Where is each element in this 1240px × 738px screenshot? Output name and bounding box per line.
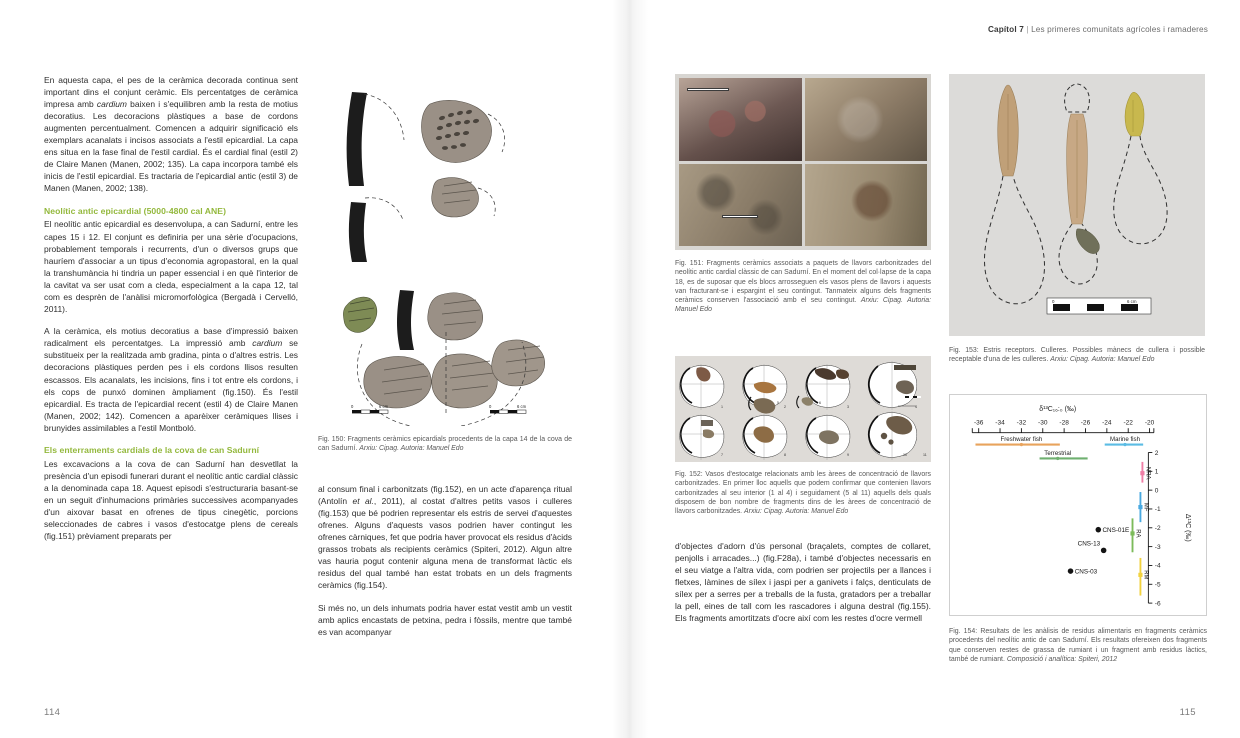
photo-grid [679,78,927,246]
paragraph: Si més no, un dels inhumats podria haver estat vestit amb un vestit amb aplics encastats de petxina, pedra i fòssils, mentre que també es van acompanyar [318,602,572,638]
photo-sherds-in-sediment-4 [805,164,928,247]
photo-sherds-in-sediment-2 [805,78,928,161]
caption-label: Fig. 150: [318,436,346,443]
fig153-scalebar [1047,298,1151,314]
caption-figure-154 [949,627,1207,664]
fig152-drawing [675,356,931,462]
svg-text:7: 7 [721,453,723,457]
paragraph: al consum final i carbonitzats (fig.152), en un acte d'aparença ritual (Antolín et al., 2011), al costat d'altres petits vasos i culleres (fig.153) que bé podrien representar els estris de servei d'aquestes ofrenes. Alguns d'aquests vasos podrien haver contingut les ofrenes càrniques, fet que podria haver provocat els residus d'àcids grassos trobats als recipients ceràmics (Spiteri, 2012). Algun altre vas hauria pogut contenir alguna mena de transformat làctic els residus del qual també han estat trobats en un dels fragments ceràmics (fig.154). [318,484,572,591]
fig150-drawing [318,74,572,426]
chart-range-label: Marine fish [1110,436,1140,444]
chart-point-label: CNS-13 [1077,540,1101,548]
photo-sherds-in-sediment-3 [679,164,802,247]
chart-point-label: CNS-03 [1074,568,1098,576]
chart-y-tick-label: 2 [1154,449,1159,457]
left-column-2 [318,483,572,638]
photo-sherds-in-sediment-1 [679,78,802,161]
fig152-scalebar [905,396,921,398]
svg-text:6: 6 [819,401,821,405]
svg-text:6 cm: 6 cm [1127,299,1137,304]
svg-text:2: 2 [784,405,786,409]
chart-y-tick-label: -2 [1154,525,1161,533]
scale-bar-icon [722,215,758,218]
chart-y-tick-label: 1 [1154,468,1159,476]
folio-right: 115 [1179,707,1196,718]
figure-154-isotope-chart [949,394,1207,616]
caption-text: Resultats de les anàlisis de residus alimentaris en fragments ceràmics procedents del neolític antic de can Sadurní. Els resultats ofereixen dos fragments que conserven restes de grassa de rumiant i un fragment amb residus làctics, també de rumiant. [949,628,1208,663]
caption-label: Fig. 153: [949,347,979,354]
svg-text:1: 1 [721,405,723,409]
svg-text:11: 11 [923,453,927,457]
chart-y-tick-label: -1 [1154,506,1161,514]
paragraph: El neolític antic epicardial es desenvolupa, a can Sadurní, entre les capes 15 i 12. El conjunt es definiria per una sèrie d'ocupacions, probablement temporals i recurrents, d'un o diversos grups que hauríem d'associar a un tipus d'economia agropastoral, en la qual la transhumància hi tindria un paper essencial i en què l'interior de la cavitat va ser usat com a cleda, especialment a la capa 12, tal com es desprèn de l'anàlisi micromorfològica (Bergadà i Cervelló, 2011). [44,219,298,314]
figure-150-ceramic-sherds [318,74,572,426]
chart-x-tick-label: -36 [973,419,984,427]
caption-figure-152 [675,470,931,516]
chart-point-label: CNS-01E [1102,527,1130,535]
chart-range-label: MF [1142,502,1149,512]
svg-text:6 cm: 6 cm [379,404,389,409]
caption-credit: Composició i analítica: Spiteri, 2012 [1006,655,1118,663]
caption-credit: Arxiu: Cipag. Autoria: Manuel Edo [675,297,931,314]
chart-y-tick-label: -6 [1154,600,1161,608]
running-head-chapter: Capítol 7 [987,25,1024,34]
right-column-1 [675,540,931,624]
chart-x-tick-label: -26 [1080,419,1091,427]
figure-152-storage-vessels [675,356,931,462]
running-head-title: Les primeres comunitats agrícoles i ramaderes [1031,25,1208,34]
caption-label: Fig. 152: [675,471,703,478]
caption-text: Fragments ceràmics associats a paquets de llavors carbonitzades del neolític antic cardial clàssic de can Sadurní. En el moment del col·lapse de la capa 18, es de suposar que els blocs arrosseguen els vasos plens de llavors i aquests van fracturant-se i espargint el seu contingut. Tanmateix alguns dels fragments ceràmics conserven l'associació amb el seu contingut. [675,260,932,305]
subheading-enterraments-cardials: Els enterraments cardials de la cova de can Sadurní [44,445,260,456]
paragraph: d'objectes d'adorn d'ús personal (braçalets, comptes de collaret, penjolls i arracades...) (fig.F28a), i també d'objectes necessaris en el seu viatge a l'altra vida, com podrien ser projectils per a llances i fletxes, làmines de sílex i jaspi per a ganivets i falçs, denticulats de sílex per a serres per a treballs de la fusta, gratadors per a treballar la pell, eines de tall com les rascadores i alguna destral (fig.155). Els fragments amortitzats d'ocre així com les restes d'ocre vermell [675,541,931,624]
caption-figure-151 [675,259,931,315]
paragraph: A la ceràmica, els motius decoratius a base d'impressió baixen radicalment els percentatges. La impressió amb cardium se substitueix per la realitzada amb gradina, pinta o d'altres estris. Les decoracions plàstiques perden pes i els cordons llisos resulten escassos. Els acanalats, les incisions, fins i tot entre els cordons, i els cops de punxó dominen àmpliament (fig.150). És l'estil epicardial. Es tracta de l'epicardial recent (estil 4) de Claire Manen (Manen, 2002; 142). Comencen a aparèixer ceràmiques llises i brunyides assimilables a l'estil Montboló. [44,326,298,433]
caption-figure-153 [949,346,1205,365]
caption-credit: Arxiu: Cipag. Autoria: Manuel Edo [359,445,464,453]
paragraph: En aquesta capa, el pes de la ceràmica decorada continua sent important dins el conjunt ceràmic. Els percentatges de ceràmica impresa amb cardium baixen i s'equilibren amb la resta de motius decoratius. Les decoracions plàstiques a base de cordons augmenten percentualment. Comencen a adquirir significació els exemplars acanalats i incisos associats a l'estil epicardial. La capa ens situa en la fase final de l'estil cardial. És el cardial final (estil 2) de Claire Manen (Manen, 2002; 135). La capa incorpora també els inicis de l'estil epicardial. Es tractaria de l'epicardial antic (estil 3) de Manen (Manen, 2002; 138). [44,75,298,194]
svg-text:5: 5 [777,401,779,405]
caption-text: Estris receptors. Culleres. Possibles mànecs de cullera i possible receptable d'una de les culleres. [949,347,1206,364]
chart-x-tick-label: -24 [1102,419,1112,427]
chart-range-label: RA [1134,529,1141,538]
caption-figure-150 [318,435,572,454]
svg-text:3: 3 [847,405,849,409]
chart-canvas [950,395,1206,615]
folio-left: 114 [44,707,61,718]
caption-text: Fragments ceràmics epicardials procedents de la capa 14 de la cova de can Sadurní. [318,436,572,453]
svg-text:10: 10 [903,453,907,457]
chart-y-tick-label: -4 [1154,562,1161,570]
chart-x-tick-label: -28 [1059,419,1069,427]
chart-y-tick-label: -5 [1154,581,1161,589]
svg-text:8: 8 [784,453,786,457]
fig153-drawing [949,74,1205,336]
chart-range-label: Freshwater fish [1000,436,1043,444]
svg-text:0: 0 [489,404,492,409]
chart-x-tick-label: -30 [1038,419,1048,427]
svg-text:0: 0 [351,404,354,409]
caption-text: Vasos d'estocatge relacionats amb les àrees de concentració de llavors carbonitzades. En primer lloc aquells que podem confirmar que contenien llavors carbonitzades al seu interior (1 al 4) i seguidament (5 al 11) aquells dels quals disposem de bon nombre de fragments dins de les àrees de concentració de llavors carbonitzades. [675,471,931,516]
caption-credit: Arxiu: Cipag. Autoria: Manuel Edo [1050,356,1155,364]
svg-text:0: 0 [1052,299,1055,304]
svg-text:6 cm: 6 cm [517,404,527,409]
chart-x-tick-label: -22 [1123,419,1133,427]
chart-x-tick-label: -20 [1144,419,1155,427]
chart-x-tick-label: -34 [995,419,1005,427]
chart-y-axis-title: Δ¹³C (‰) [1184,513,1192,542]
figure-153-bone-spoons [949,74,1205,336]
chart-x-axis-title: δ¹³C₁₆:₀ (‰) [1039,405,1077,413]
caption-credit: Arxiu: Cipag. Autoria: Manuel Edo [744,508,849,516]
chart-range-label: RM [1142,570,1149,580]
running-head [988,25,1208,34]
scale-bar-icon [687,88,729,91]
figure-151-photo-grid [675,74,931,250]
chart-range-label: NRA [1144,466,1151,480]
subheading-neolitic-antic-epicardial: Neolític antic epicardial (5000-4800 cal ANE) [44,205,227,216]
chart-x-tick-label: -32 [1016,419,1027,427]
paragraph: Les excavacions a la cova de can Sadurní han desvetllat la presència d'un episodi funerari durant el neolític antic cardial clàssic a la denominada capa 18. Aquest episodi s'estructuraria basant-se en un seguit d'inhumacions primàries successives acompanyades d'un aixovar basat en ofrenes de tipus cinegètic, porcions seleccionades de cabres i vasos d'estocatge plens de cereals (fig.151) prèviament preparats per [44,458,298,542]
chart-range-marine-fish [1105,436,1143,446]
caption-label: Fig. 151: [675,260,704,267]
running-head-separator: | [1026,25,1029,34]
chart-range-label: Terrestrial [1044,450,1072,458]
svg-text:4: 4 [915,405,917,409]
chart-y-tick-label: -3 [1154,543,1161,551]
caption-label: Fig. 154: [949,628,978,635]
left-column-1 [44,74,298,542]
chart-y-tick-label: 0 [1154,487,1159,495]
svg-text:9: 9 [847,453,849,457]
